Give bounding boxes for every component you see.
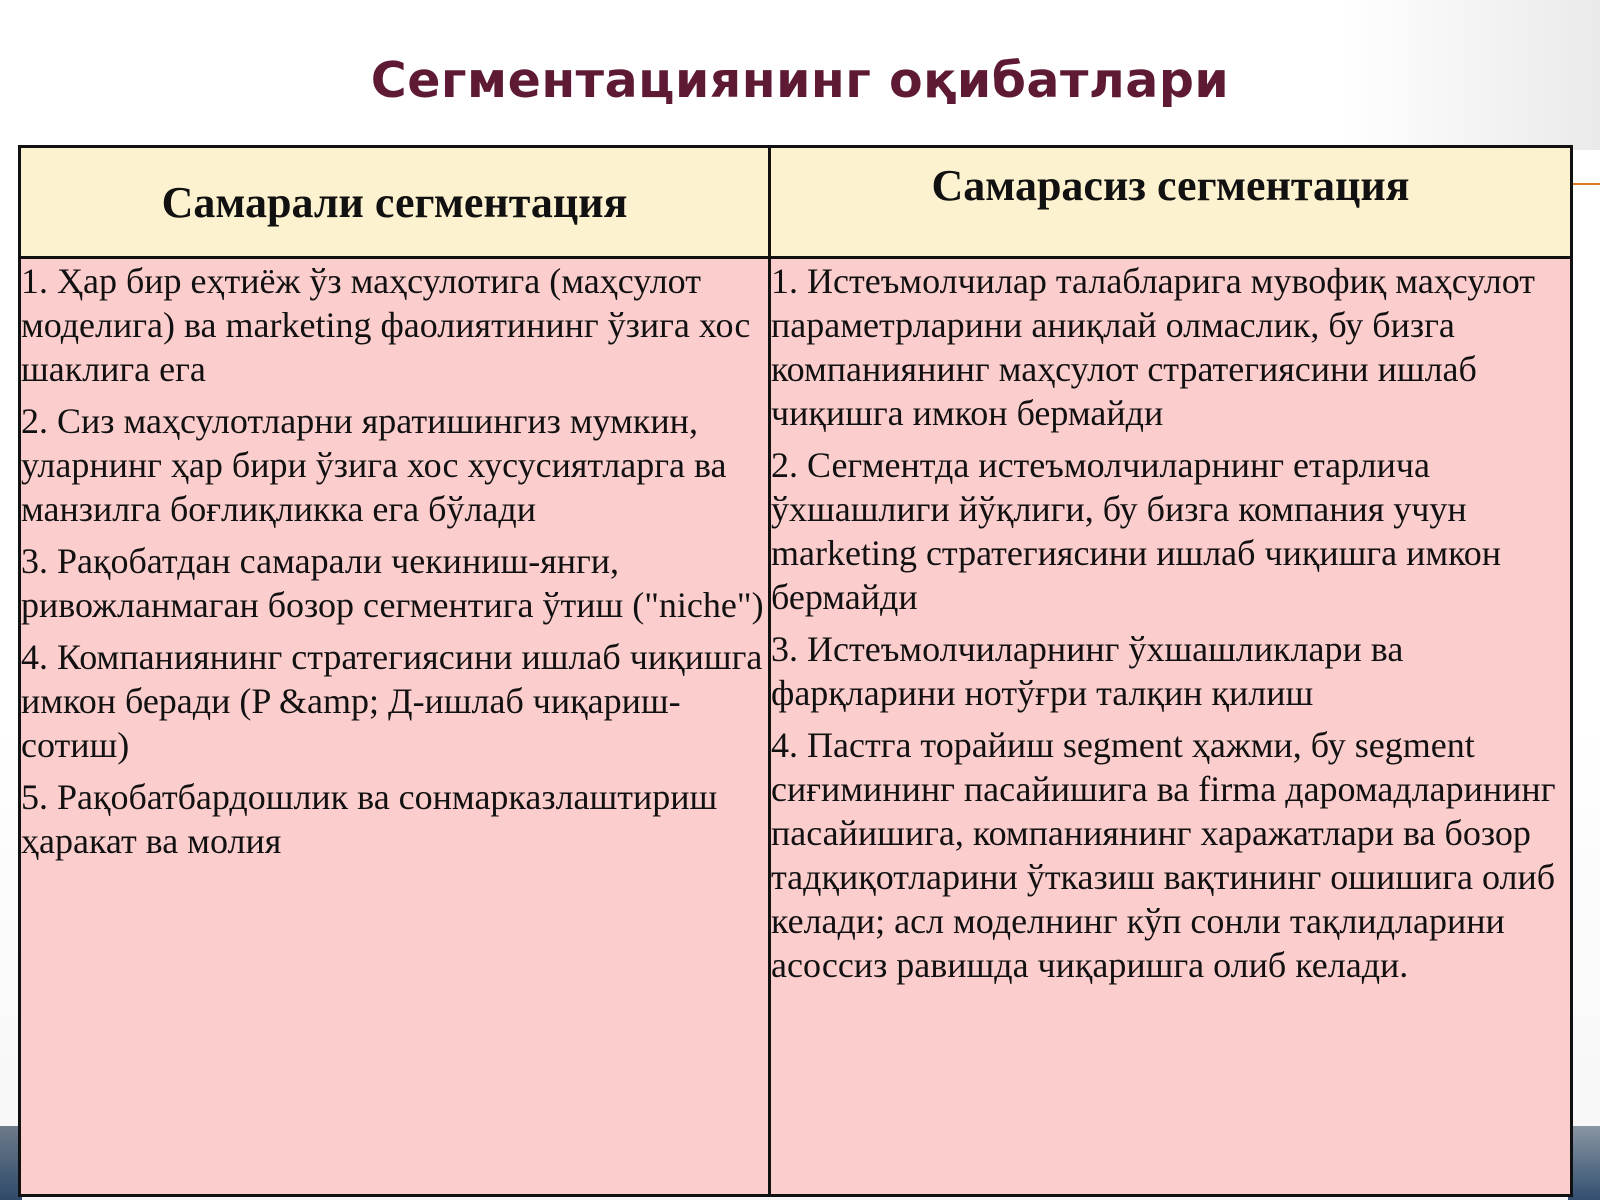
table-header-row xyxy=(20,147,1572,258)
list-item: 3. Истеъмолчиларнинг ўхшашликлари ва фарқларини нотўғри талқин қилиш xyxy=(771,629,1404,713)
list-item: 4. Компаниянинг стратегиясини ишлаб чиқишга имкон беради (P &amp; Д-ишлаб чиқариш-сотиш) xyxy=(21,637,763,765)
list-item: 1. Ҳар бир еҳтиёж ўз маҳсулотига (маҳсулот моделига) ва marketing фаолиятининг ўзига хос шаклига ега xyxy=(21,261,751,389)
effective-segmentation-cell xyxy=(20,258,770,1196)
list-item: 1. Истеъмолчилар талабларига мувофиқ маҳсулот параметрларини аниқлай олмаслик, бу бизга компаниянинг маҳсулот стратегиясини ишлаб чиқишга имкон бермайди xyxy=(771,261,1535,433)
header-effective-segmentation: Самарали сегментация xyxy=(20,147,770,258)
list-item: 5. Рақобатбардошлик ва сонмарказлаштириш ҳаракат ва молия xyxy=(21,777,718,861)
ineffective-segmentation-cell xyxy=(770,258,1572,1196)
list-item: 2. Сегментда истеъмолчиларнинг етарлича ўхшашлиги йўқлиги, бу бизга компания учун marketing стратегиясини ишлаб чиқишга имкон бермайди xyxy=(771,445,1502,617)
list-item: 4. Пастга торайиш segment ҳажми, бу segment сиғимининг пасайишига ва firma даромадларининг пасайишига, компаниянинг харажатлари ва бозор тадқиқотларини ўтказиш вақтининг ошишига олиб келади; асл моделнинг кўп сонли тақлидларини асоссиз равишда чиқаришга олиб келади. xyxy=(771,725,1556,985)
list-item: 3. Рақобатдан самарали чекиниш-янги, ривожланмаган бозор сегментига ўтиш ("niche") xyxy=(21,541,764,625)
table-body-row xyxy=(20,258,1572,1196)
header-ineffective-segmentation: Самарасиз сегментация xyxy=(770,147,1572,258)
list-item: 2. Сиз маҳсулотларни яратишингиз мумкин, уларнинг ҳар бири ўзига хос хусусиятларга ва манзилга боғлиқликка ега бўлади xyxy=(21,401,727,529)
slide-title: Сегментациянинг оқибатлари xyxy=(370,52,1230,109)
comparison-table xyxy=(18,145,1573,1197)
